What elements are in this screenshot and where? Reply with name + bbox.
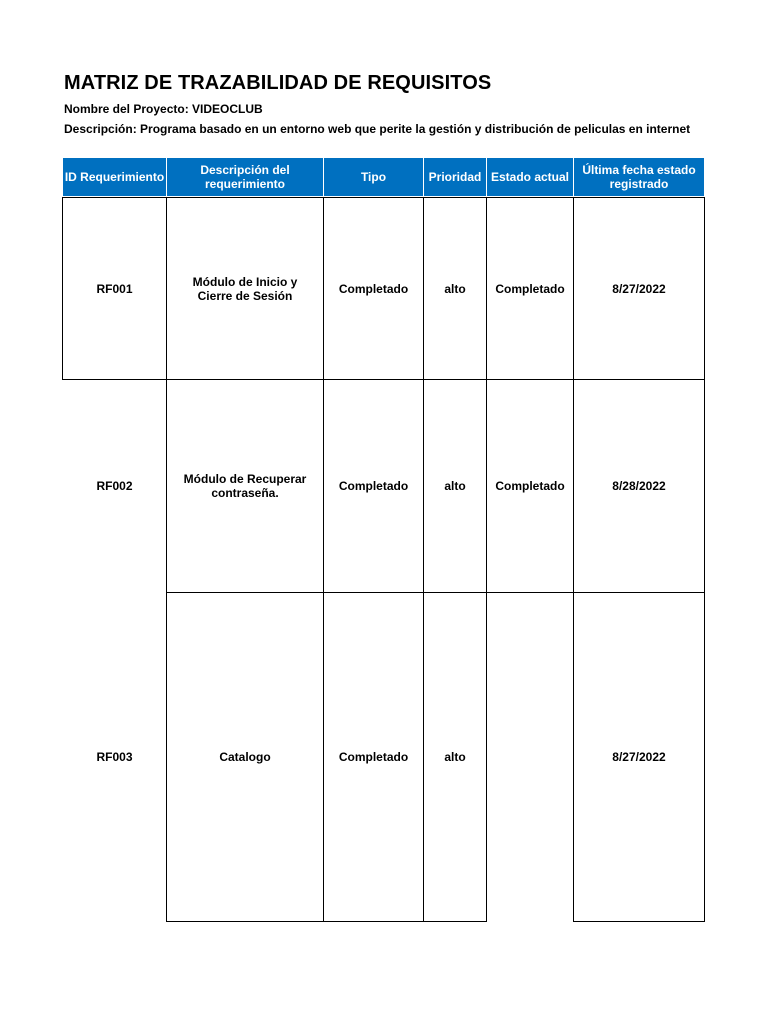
- row3-description: [166, 592, 324, 922]
- header-tipo-label: Tipo: [360, 170, 387, 184]
- row1-fecha-text: 8/27/2022: [612, 281, 666, 296]
- header-description-line2: requerimiento: [204, 177, 285, 191]
- row1-tipo: [323, 197, 424, 380]
- row2-prioridad-text: alto: [444, 479, 466, 493]
- row1-estado-text: Completado: [495, 281, 565, 296]
- row1-description-line1: Módulo de Inicio y: [192, 274, 298, 289]
- row2-description: [166, 379, 324, 593]
- header-fecha-line1: Última fecha estado: [582, 163, 696, 177]
- header-description: [166, 157, 324, 197]
- row3-tipo-text: Completado: [338, 750, 409, 764]
- description-value: Programa basado en un entorno web que perite la gestión y distribución de peliculas en internet: [140, 122, 691, 136]
- row2-id-text: RF002: [96, 478, 133, 493]
- row3-id: [62, 592, 167, 922]
- project-name-value: VIDEOCLUB: [192, 102, 263, 116]
- header-id-label: ID Requerimiento: [64, 170, 165, 184]
- row1-tipo-text: Completado: [338, 281, 409, 296]
- header-fecha: [573, 157, 705, 197]
- header-id: [62, 157, 167, 197]
- header-prioridad-label: Prioridad: [428, 170, 482, 184]
- description-label: Descripción:: [64, 122, 137, 136]
- header-tipo: [323, 157, 424, 197]
- row1-fecha: [573, 197, 705, 380]
- row1-id-text: RF001: [96, 281, 133, 296]
- row3-estado: [486, 592, 574, 922]
- row2-tipo: [323, 379, 424, 593]
- row2-id: [62, 379, 167, 592]
- header-fecha-line2: registrado: [609, 177, 669, 191]
- row1-estado: [486, 197, 574, 380]
- row3-id-text: RF003: [96, 750, 133, 764]
- row1-id: [62, 197, 167, 380]
- row1-description: [166, 197, 324, 380]
- row3-tipo: [323, 592, 424, 922]
- row2-description-line2: contraseña.: [211, 486, 279, 500]
- project-name-label: Nombre del Proyecto:: [64, 102, 189, 116]
- row3-prioridad-text: alto: [444, 750, 466, 764]
- row3-fecha: [573, 592, 705, 922]
- description-line: [64, 122, 690, 136]
- row3-fecha-text: 8/27/2022: [612, 750, 666, 764]
- project-name-line: [64, 102, 263, 116]
- row2-prioridad: [423, 379, 487, 593]
- header-description-line1: Descripción del: [200, 163, 290, 177]
- header-estado: [486, 157, 574, 197]
- row2-tipo-text: Completado: [338, 479, 409, 493]
- row1-prioridad-text: alto: [444, 281, 466, 296]
- row1-description-line2: Cierre de Sesión: [197, 288, 293, 303]
- row2-estado-text: Completado: [495, 479, 565, 493]
- row2-fecha: [573, 379, 705, 593]
- document-title: MATRIZ DE TRAZABILIDAD DE REQUISITOS: [64, 72, 492, 94]
- header-estado-label: Estado actual: [490, 170, 570, 184]
- row3-description-line1: Catalogo: [219, 750, 271, 764]
- row2-fecha-text: 8/28/2022: [612, 479, 666, 493]
- row1-prioridad: [423, 197, 487, 380]
- row2-description-line1: Módulo de Recuperar: [183, 472, 307, 486]
- header-prioridad: [423, 157, 487, 197]
- row3-prioridad: [423, 592, 487, 922]
- row2-estado: [486, 379, 574, 593]
